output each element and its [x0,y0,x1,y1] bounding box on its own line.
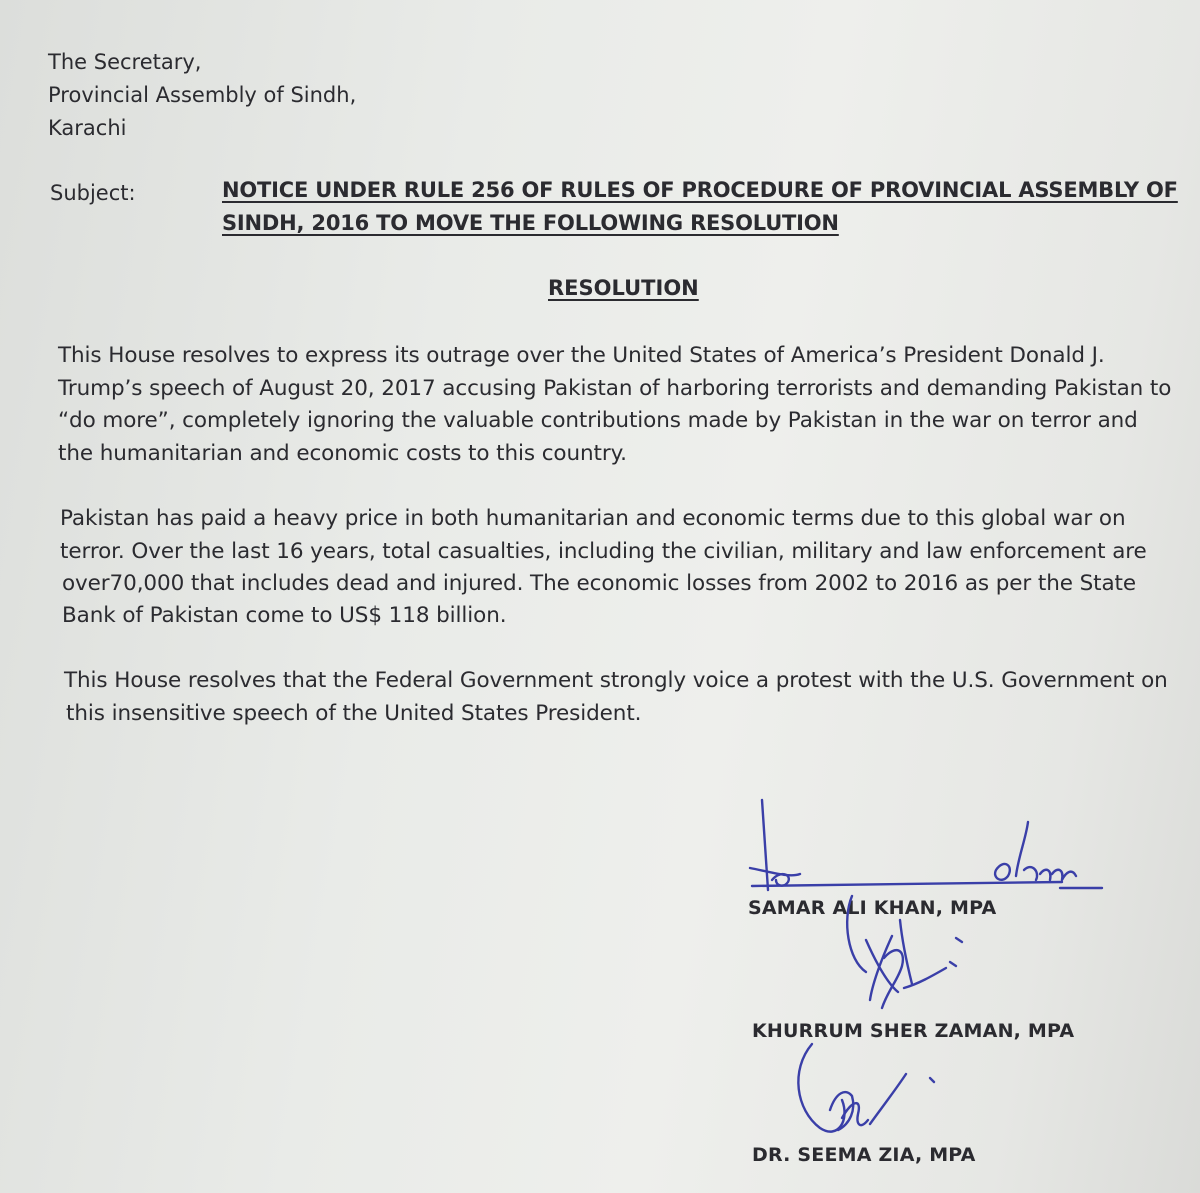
signatory-name: KHURRUM SHER ZAMAN, MPA [752,1020,1075,1042]
recipient-line-2: Provincial Assembly of Sindh, [48,83,357,107]
signature-samar-ali-khan [750,800,1102,890]
paragraph-1-line: the humanitarian and economic costs to this country. [58,441,627,466]
paragraph-3-line: This House resolves that the Federal Government strongly voice a protest with the U.S. Government on [64,668,1168,693]
paragraph-2-line: Pakistan has paid a heavy price in both humanitarian and economic terms due to this global war on [60,506,1126,531]
paragraph-3-line: this insensitive speech of the United States President. [66,701,642,726]
subject-line-1: NOTICE UNDER RULE 256 OF RULES OF PROCEDURE OF PROVINCIAL ASSEMBLY OF [222,178,1178,202]
subject-label: Subject: [50,181,136,205]
subject-line-2: SINDH, 2016 TO MOVE THE FOLLOWING RESOLUTION [222,211,839,235]
signatory-name: SAMAR ALI KHAN, MPA [748,897,997,919]
paragraph-2-line: terror. Over the last 16 years, total casualties, including the civilian, military and law enforcement are [60,539,1147,564]
recipient-line-1: The Secretary, [48,50,202,74]
signature-seema-zia [798,1044,934,1132]
paragraph-1-line: This House resolves to express its outrage over the United States of America’s President Donald J. [58,343,1105,368]
recipient-line-3: Karachi [48,116,127,140]
resolution-heading: RESOLUTION [548,276,699,300]
paragraph-1-line: “do more”, completely ignoring the valuable contributions made by Pakistan in the war on terror and [58,408,1138,433]
signatory-name: DR. SEEMA ZIA, MPA [752,1144,976,1166]
paragraph-1-line: Trump’s speech of August 20, 2017 accusing Pakistan of harboring terrorists and demanding Pakistan to [58,376,1172,401]
paragraph-2-line: Bank of Pakistan come to US$ 118 billion. [62,603,507,628]
paragraph-2-line: over70,000 that includes dead and injured. The economic losses from 2002 to 2016 as per the State [62,571,1137,596]
